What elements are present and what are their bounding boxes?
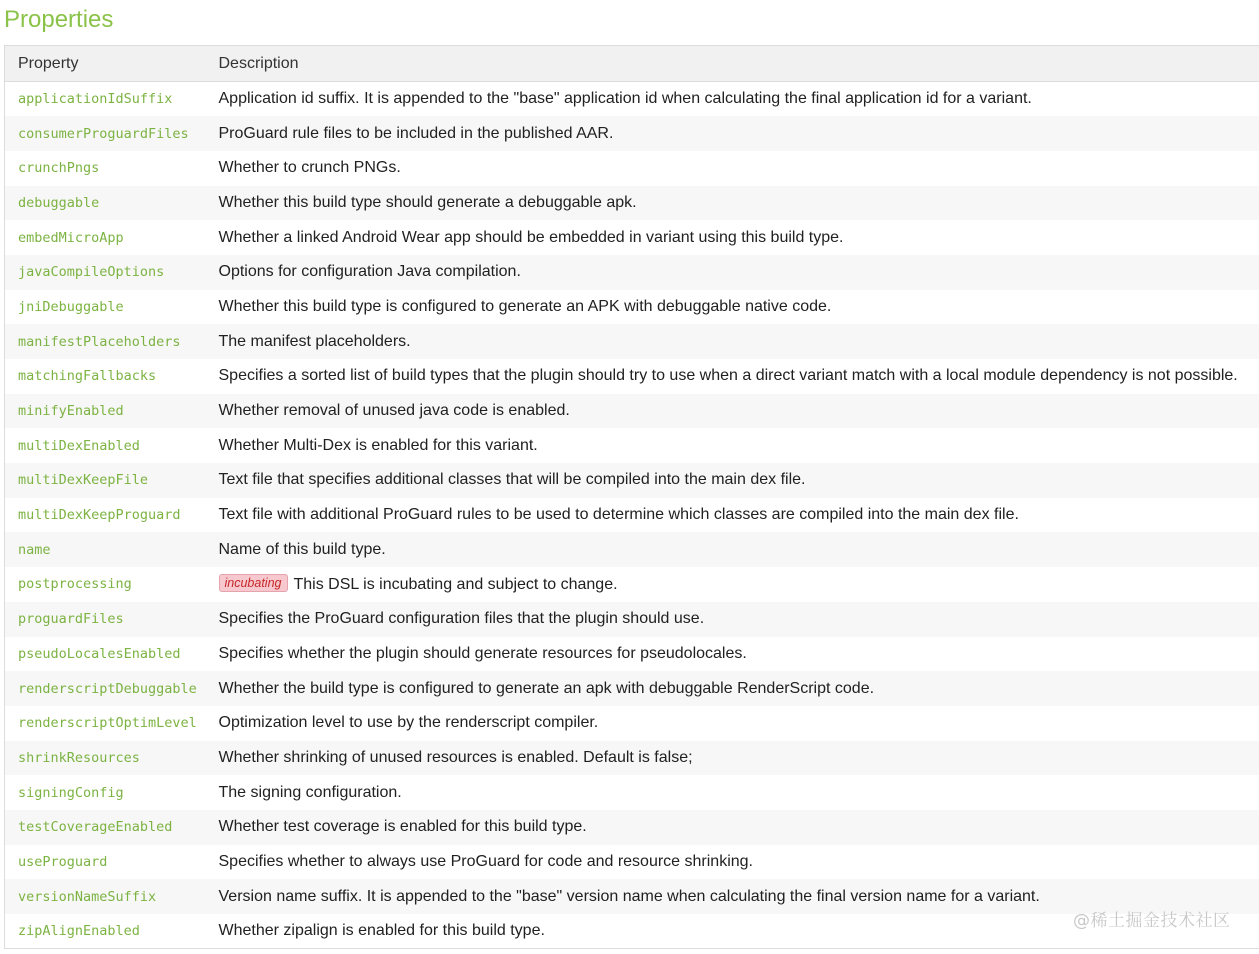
property-link[interactable]: useProguard bbox=[18, 853, 108, 870]
property-link[interactable]: versionNameSuffix bbox=[18, 888, 157, 905]
property-cell bbox=[5, 82, 206, 117]
description-text: Specifies whether to always use ProGuard for code and resource shrinking. bbox=[218, 852, 753, 870]
description-text: Whether this build type is configured to generate an APK with debuggable native code. bbox=[218, 297, 832, 315]
properties-table bbox=[4, 45, 1259, 949]
property-link[interactable]: renderscriptDebuggable bbox=[18, 680, 197, 697]
table-row bbox=[5, 116, 1259, 151]
property-cell bbox=[5, 637, 206, 672]
property-link[interactable]: pseudoLocalesEnabled bbox=[18, 645, 181, 662]
property-link[interactable]: jniDebuggable bbox=[18, 298, 124, 315]
property-cell bbox=[5, 290, 206, 325]
property-link[interactable]: embedMicroApp bbox=[18, 229, 124, 246]
property-link[interactable]: name bbox=[18, 541, 51, 558]
property-link[interactable]: proguardFiles bbox=[18, 611, 124, 628]
property-link[interactable]: debuggable bbox=[18, 194, 100, 211]
table-row bbox=[5, 290, 1259, 325]
property-link[interactable]: zipAlignEnabled bbox=[18, 923, 140, 940]
table-row bbox=[5, 775, 1259, 810]
description-text: Whether a linked Android Wear app should be embedded in variant using this build type. bbox=[218, 228, 844, 246]
table-row bbox=[5, 845, 1259, 880]
property-cell bbox=[5, 428, 206, 463]
property-link[interactable]: consumerProguardFiles bbox=[18, 125, 189, 142]
description-text: Whether this build type should generate a debuggable apk. bbox=[218, 193, 637, 211]
description-cell bbox=[206, 186, 1259, 221]
property-link[interactable]: minifyEnabled bbox=[18, 403, 124, 420]
property-link[interactable]: multiDexKeepProguard bbox=[18, 507, 181, 524]
property-cell bbox=[5, 498, 206, 533]
property-cell bbox=[5, 532, 206, 567]
description-cell bbox=[206, 498, 1259, 533]
table-row bbox=[5, 394, 1259, 429]
property-link[interactable]: manifestPlaceholders bbox=[18, 333, 181, 350]
table-row bbox=[5, 255, 1259, 290]
property-cell bbox=[5, 324, 206, 359]
property-cell bbox=[5, 706, 206, 741]
description-text: Options for configuration Java compilation. bbox=[218, 263, 521, 281]
description-cell bbox=[206, 290, 1259, 325]
table-row bbox=[5, 82, 1259, 117]
table-row bbox=[5, 637, 1259, 672]
property-cell bbox=[5, 220, 206, 255]
description-text: Application id suffix. It is appended to the "base" application id when calculating the final application id for a variant. bbox=[218, 90, 1032, 108]
description-cell bbox=[206, 394, 1259, 429]
description-cell bbox=[206, 671, 1259, 706]
table-row bbox=[5, 671, 1259, 706]
description-text: Whether zipalign is enabled for this build type. bbox=[218, 922, 545, 940]
property-link[interactable]: multiDexKeepFile bbox=[18, 472, 149, 489]
description-text: Specifies a sorted list of build types that the plugin should try to use when a direct variant match with a local module dependency is not possible. bbox=[218, 367, 1238, 385]
description-text: Whether test coverage is enabled for this build type. bbox=[218, 818, 587, 836]
property-cell bbox=[5, 151, 206, 186]
description-text: ProGuard rule files to be included in the published AAR. bbox=[218, 124, 614, 142]
property-link[interactable]: applicationIdSuffix bbox=[18, 91, 173, 108]
description-text: Optimization level to use by the renderscript compiler. bbox=[218, 714, 599, 732]
property-cell bbox=[5, 741, 206, 776]
description-cell bbox=[206, 151, 1259, 186]
property-cell bbox=[5, 463, 206, 498]
description-cell bbox=[206, 82, 1259, 117]
description-text: Specifies the ProGuard configuration files that the plugin should use. bbox=[218, 610, 705, 628]
table-row bbox=[5, 186, 1259, 221]
property-cell bbox=[5, 671, 206, 706]
table-row bbox=[5, 810, 1259, 845]
watermark: @稀土掘金技术社区 bbox=[1073, 911, 1231, 931]
column-header-property: Property bbox=[5, 46, 206, 82]
description-cell bbox=[206, 255, 1259, 290]
section-title: Properties bbox=[4, 6, 114, 33]
description-text: Name of this build type. bbox=[218, 540, 386, 558]
property-cell bbox=[5, 810, 206, 845]
table-row bbox=[5, 602, 1259, 637]
table-row bbox=[5, 498, 1259, 533]
description-cell bbox=[206, 324, 1259, 359]
description-text: Text file that specifies additional classes that will be compiled into the main dex file. bbox=[218, 471, 806, 489]
table-header-row bbox=[5, 46, 1259, 82]
description-text: The signing configuration. bbox=[218, 783, 402, 801]
description-text: Specifies whether the plugin should generate resources for pseudolocales. bbox=[218, 644, 747, 662]
table-row bbox=[5, 706, 1259, 741]
table-row bbox=[5, 151, 1259, 186]
property-link[interactable]: renderscriptOptimLevel bbox=[18, 715, 197, 732]
description-text: The manifest placeholders. bbox=[218, 332, 411, 350]
description-cell bbox=[206, 706, 1259, 741]
description-text: Version name suffix. It is appended to the "base" version name when calculating the final version name for a variant. bbox=[218, 887, 1040, 905]
property-link[interactable]: multiDexEnabled bbox=[18, 437, 140, 454]
property-link[interactable]: testCoverageEnabled bbox=[18, 819, 173, 836]
property-link[interactable]: signingConfig bbox=[18, 784, 124, 801]
column-header-description: Description bbox=[206, 46, 1259, 82]
table-row bbox=[5, 567, 1259, 602]
property-cell bbox=[5, 879, 206, 914]
table-row bbox=[5, 428, 1259, 463]
description-cell bbox=[206, 116, 1259, 151]
property-cell bbox=[5, 775, 206, 810]
property-link[interactable]: postprocessing bbox=[18, 576, 132, 593]
description-text: Whether removal of unused java code is enabled. bbox=[218, 402, 570, 420]
table-row bbox=[5, 359, 1259, 394]
description-cell bbox=[206, 428, 1259, 463]
table-row bbox=[5, 324, 1259, 359]
description-cell bbox=[206, 220, 1259, 255]
table-row bbox=[5, 741, 1259, 776]
description-cell bbox=[206, 567, 1259, 602]
table-row bbox=[5, 879, 1259, 914]
property-link[interactable]: shrinkResources bbox=[18, 749, 140, 766]
table-row bbox=[5, 532, 1259, 567]
description-cell bbox=[206, 359, 1259, 394]
description-cell bbox=[206, 845, 1259, 880]
description-cell bbox=[206, 741, 1259, 776]
property-cell bbox=[5, 845, 206, 880]
description-cell bbox=[206, 463, 1259, 498]
property-link[interactable]: matchingFallbacks bbox=[18, 368, 157, 385]
property-cell bbox=[5, 914, 206, 949]
description-cell bbox=[206, 532, 1259, 567]
description-text: Whether the build type is configured to generate an apk with debuggable RenderScript code. bbox=[218, 679, 875, 697]
description-text: Whether shrinking of unused resources is enabled. Default is false; bbox=[218, 748, 693, 766]
description-text: Whether Multi-Dex is enabled for this variant. bbox=[218, 436, 538, 454]
property-cell bbox=[5, 359, 206, 394]
description-cell bbox=[206, 602, 1259, 637]
table-row bbox=[5, 914, 1259, 949]
table-body bbox=[5, 82, 1259, 949]
property-cell bbox=[5, 186, 206, 221]
table-row bbox=[5, 220, 1259, 255]
description-text: Whether to crunch PNGs. bbox=[218, 159, 401, 177]
description-text: This DSL is incubating and subject to change. bbox=[293, 576, 618, 594]
description-text: Text file with additional ProGuard rules to be used to determine which classes are compiled into the main dex file. bbox=[218, 506, 1019, 524]
description-cell bbox=[206, 810, 1259, 845]
description-cell bbox=[206, 637, 1259, 672]
property-cell bbox=[5, 255, 206, 290]
incubating-badge: incubating bbox=[219, 574, 288, 592]
property-cell bbox=[5, 116, 206, 151]
description-cell bbox=[206, 775, 1259, 810]
property-cell bbox=[5, 602, 206, 637]
table-row bbox=[5, 463, 1259, 498]
property-cell bbox=[5, 567, 206, 602]
property-link[interactable]: crunchPngs bbox=[18, 160, 100, 177]
property-cell bbox=[5, 394, 206, 429]
property-link[interactable]: javaCompileOptions bbox=[18, 264, 165, 281]
